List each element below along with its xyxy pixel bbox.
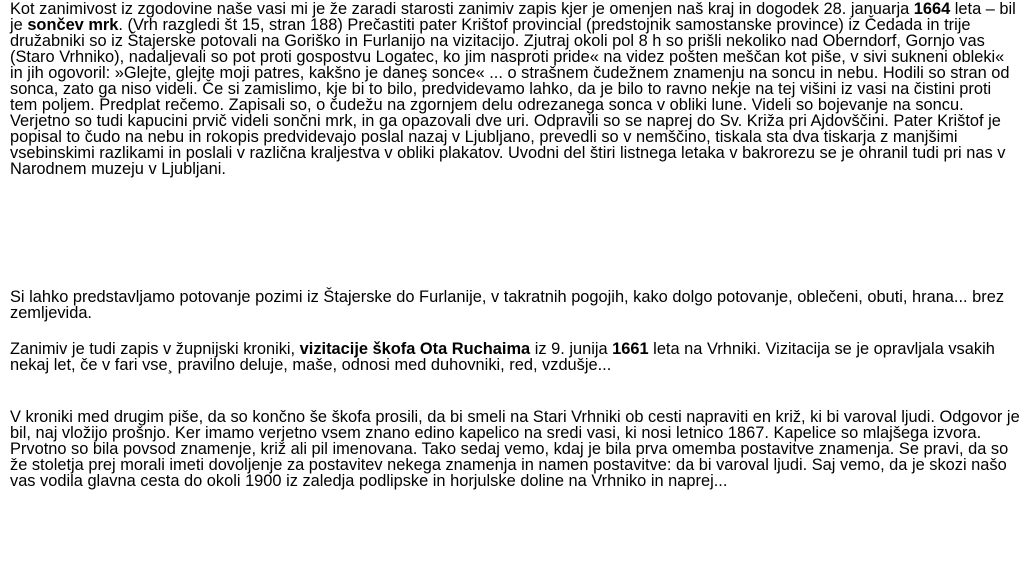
paragraph-chronicle-cross	[10, 409, 1020, 489]
text-span: Kot zanimivost iz zgodovine naše vasi mi je že zaradi starosti zanimiv zapis kjer je omenjen naš kraj in dogodek 28. januarja	[10, 0, 914, 18]
text-span: Si lahko predstavljamo potovanje pozimi iz Štajerske do Furlanije, v takratnih pogojih, kako dolgo potovanje, oblečeni, obuti, hrana... brez zemljevida.	[10, 288, 1005, 322]
paragraph-visitation	[10, 341, 1020, 373]
bold-text-year: 1664	[913, 0, 951, 18]
bold-text-eclipse: sončev mrk	[27, 16, 119, 34]
text-span: leta – bil je	[10, 0, 1016, 34]
paragraph-journey	[10, 289, 1020, 321]
text-span: Zanimiv je tudi zapis v župnijski kroniki,	[10, 340, 300, 358]
text-span: . (Vrh razgledi št 15, stran 188) Prečastiti pater Krištof provincial (predstojnik samostanske province) iz Čedada in trije družabniki so iz Štajerske potovali na Goriško in Furlanijo na vizitacijo. Zjutraj okoli pol 8 h so prišli nekoliko nad Oberndorf, Gornjo vas (Staro Vrhniko), nadaljevali so pot proti gospostvu Logatec, ko jim nasproti pride« na videz pošten meščan kot piše, v sivi sukneni obleki« in jih ogovoril: »Glejte, glejte moji patres, kakšno je daneş sonce« ... o strašnem čudežnem znamenju na soncu in nebu. Hodili so stran od sonca, zato ga niso videli. Če si zamislimo, kje bi to bilo, predvidevamo lahko, da je bilo to ravno nekje na tej višini iz vasi na čistini proti tem poljem. Predplat rečemo. Zapisali so, o čudežu na zgornjem delu odrezanega sonca v obliki lune. Videli so bojevanje na soncu. Verjetno so tudi kapucini prvič videli sončni mrk, in ga opazovali dve uri. Odpravili so se naprej do Sv. Križa pri Ajdovščini. Pater Krištof je popisal to čudo na nebu in rokopis predvidevajo poslal nazaj v Ljubljano, prevedli so v nemščino, tiskala sta dva tiskarja z manjšimi vsebinskimi razlikami in poslali v različna kraljestva v obliki plakatov. Uvodni del štiri listnega letaka v bakrorezu se je ohranil tudi pri nas v Narodnem muzeju v Ljubljani.	[10, 16, 1010, 178]
bold-text-year: 1661	[612, 340, 649, 358]
text-span: V kroniki med drugim piše, da so končno še škofa prosili, da bi smeli na Stari Vrhniki ob cesti napraviti en križ, ki bi varoval ljudi. Odgovor je bil, naj vložijo prošnjo. Ker imamo verjetno vsem znano edino kapelico na sredi vasi, ki nosi letnico 1867. Kapelice so mlajšega izvora. Prvotno so bila povsod znamenje, križ ali pil imenovana. Tako sedaj vemo, kdaj je bila prva omemba postavitve znamenja. Se pravi, da so že stoletja prej morali imeti dovoljenje za postavitev nekega znamenja in namen postavitve: da bi varoval ljudi. Saj vemo, da je skozi našo vas vodila glavna cesta do okoli 1900 iz zaledja podlipske in horjulske doline na Vrhniko in naprej...	[10, 408, 1020, 490]
bold-text-visitation: vizitacije škofa Ota Ruchaima	[299, 340, 531, 358]
paragraph-solar-eclipse	[10, 1, 1020, 177]
text-span: leta na Vrhniki. Vizitacija se je opravljala vsakih nekaj let, če v fari vse¸ pravilno deluje, maše, odnosi med duhovniki, red, vzdušje...	[10, 340, 995, 374]
text-span: iz 9. junija	[530, 340, 613, 358]
